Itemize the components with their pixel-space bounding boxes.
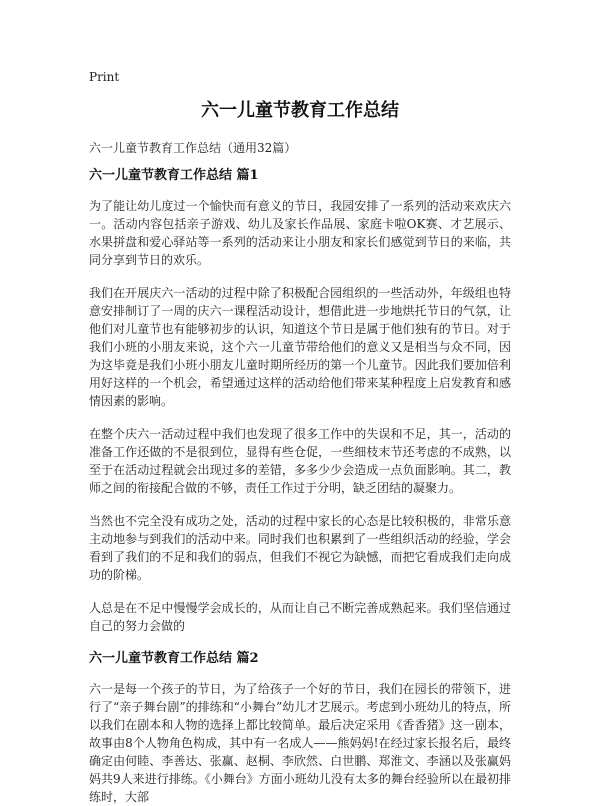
paragraph: 在整个庆六一活动过程中我们也发现了很多工作中的失误和不足，其一，活动的准备工作还做的不是很到位，显得有些仓促，一些细枝末节还考虑的不成熟，以至于在活动过程就会出现过多的差错，多多少少会造成一点负面影响。其二，教师之间的衔接配合做的不够，责任工作过于分明，缺乏团结的凝聚力。 <box>89 427 511 495</box>
paragraph: 六一是每一个孩子的节日，为了给孩子一个好的节日，我们在园长的带领下，进行了“亲子舞台剧”的排练和“小舞台”幼儿才艺展示。考虑到小班幼儿的特点，所以我们在剧本和人物的选择上都比较简单。最后决定采用《香香猪》这一剧本，故事由8个人物角色构成，其中有一名成人——熊妈妈!在经过家长报名后，最终确定由何睦、李善达、张赢、赵桐、李欣然、白世鹏、郑淮文、李涵以及张赢妈妈共9人来进行排练。《小舞台》方面小班幼儿没有太多的舞台经验所以在最初排练时，大部 <box>89 682 511 804</box>
document-title: 六一儿童节教育工作总结 <box>201 100 399 121</box>
paragraph: 人总是在不足中慢慢学会成长的，从而让自己不断完善成熟起来。我们坚信通过自己的努力会做的 <box>89 601 511 633</box>
paragraph: 为了能让幼儿度过一个愉快而有意义的节日，我园安排了一系列的活动来欢庆六一。活动内容包括亲子游戏、幼儿及家长作品展、家庭卡啦OK赛、才艺展示、水果拼盘和爱心驿站等一系列的活动来让小朋友和家长们感觉到节日的来临，共同分享到节日的欢乐。 <box>89 199 511 267</box>
paragraph: 我们在开展庆六一活动的过程中除了积极配合园组织的一些活动外，年级组也特意安排制订了一周的庆六一课程活动设计，想借此进一步地烘托节日的气氛，让他们对儿童节也有能够初步的认识，知道这个节日是属于他们独有的节日。对于我们小班的小朋友来说，这个六一儿童节带给他们的意义又是相当与众不同，因为这毕竟是我们小班小朋友儿童时期所经历的第一个儿童节。因此我们要加倍利用好这样的一个机会，希望通过这样的活动给他们带来某种程度上启发教育和感情因素的影响。 <box>89 286 511 408</box>
section-heading-1: 六一儿童节教育工作总结 篇1 <box>89 168 259 183</box>
section-heading-2: 六一儿童节教育工作总结 篇2 <box>89 651 259 666</box>
document-subtitle: 六一儿童节教育工作总结（通用32篇） <box>89 141 297 155</box>
print-label[interactable]: Print <box>89 70 120 84</box>
paragraph: 当然也不完全没有成功之处，活动的过程中家长的心态是比较积极的，非常乐意主动地参与到我们的活动中来。同时我们也积累到了一些组织活动的经验，学会看到了我们的不足和我们的弱点，但我们不视它为缺憾，而把它看成我们走向成功的阶梯。 <box>89 514 511 582</box>
